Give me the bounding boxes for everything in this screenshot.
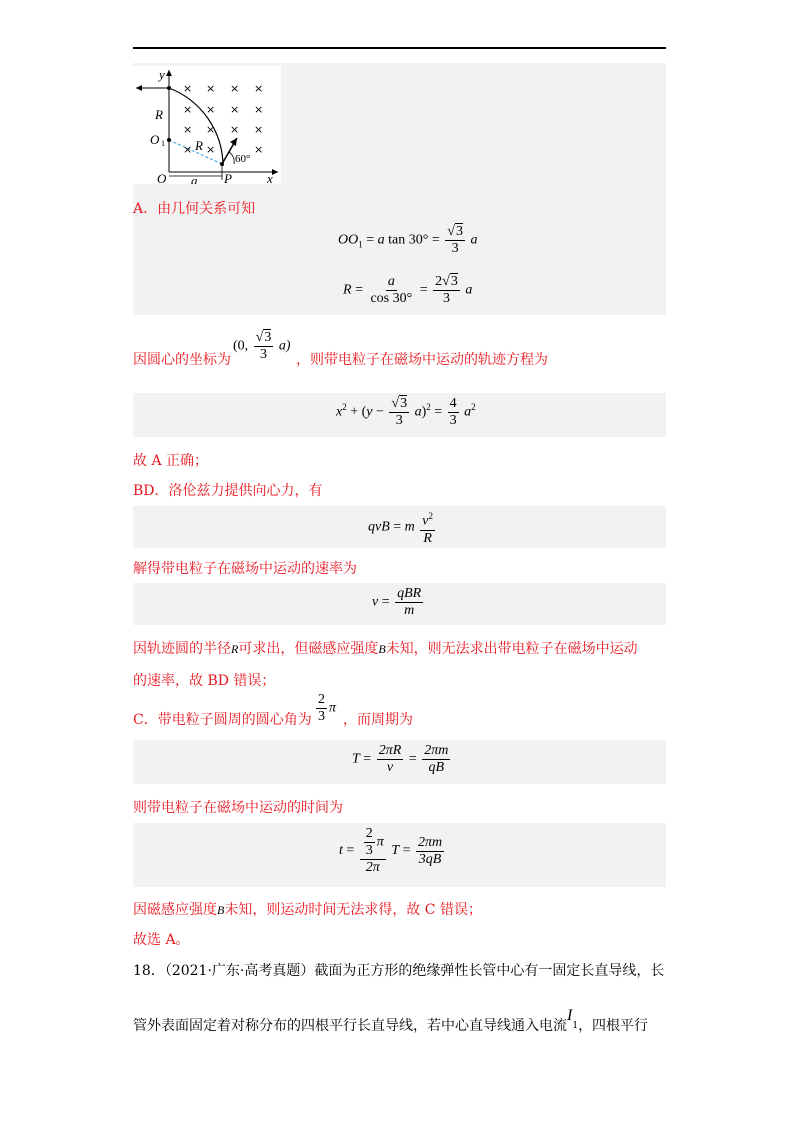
svg-text:×: × [206, 143, 216, 156]
magnetic-field-diagram [133, 66, 281, 184]
a-label: a [191, 173, 198, 184]
answer-choice: 故选 A。 [133, 932, 190, 948]
eq-speed: v = $\frac{\text{qBR}}{m}$ [372, 586, 422, 618]
option-c-wrong: 因磁感应强度B未知，则运动时间无法求得，故 C 错误； [133, 902, 482, 918]
svg-text:×: × [183, 143, 193, 156]
svg-text:×: × [254, 82, 264, 95]
radius-label-mid: R [195, 138, 203, 153]
svg-text:1: 1 [161, 139, 165, 148]
option-bd-intro: BD．洛伦兹力提供向心力，有 [133, 483, 323, 499]
eq-oo1: $OO_1 = a$ tan 30° = $\frac{√3}{3}$ a [338, 224, 478, 256]
question-18-line1: 18．（2021·广东·高考真题）截面为正方形的绝缘弹性长管中心有一固定长直导线，长 [133, 963, 665, 979]
option-c-intro-a: C．带电粒子圆周的圆心角为 [133, 712, 312, 728]
svg-text:×: × [183, 82, 193, 95]
option-bd-line1: 因轨迹圆的半径R可求出，但磁感应强度B未知，则无法求出带电粒子在磁场中运动 [133, 641, 638, 657]
svg-text:×: × [183, 103, 193, 116]
speed-intro: 解得带电粒子在磁场中运动的速率为 [133, 561, 357, 577]
center-coord-tail: ，则带电粒子在磁场中运动的轨迹方程为 [296, 352, 548, 368]
eq-period: T = $\frac{2\pi R}{v}$ = $\frac{2\pi m}{qB}$ [352, 743, 449, 775]
svg-text:×: × [230, 123, 240, 136]
y-axis-label: y [159, 67, 165, 82]
eq-radius: R = $\frac{a}{\cos 30^\circ}$ = $\frac{2√3}{3}$ a [343, 274, 473, 306]
svg-text:×: × [206, 103, 216, 116]
radius-label-top: R [155, 107, 163, 122]
option-a-intro: A．由几何关系可知 [133, 201, 256, 217]
option-bd-line2: 的速率，故 BD 错误； [133, 673, 276, 689]
angle-label: 60° [235, 153, 251, 165]
question-18-line2: 管外表面固定着对称分布的四根平行长直导线，若中心直导线通入电流$I_1$，四根平行 [133, 1007, 649, 1034]
c-angle-value: $\frac{2}{3}$ π [318, 692, 337, 724]
x-axis-label: x [267, 171, 273, 184]
svg-text:×: × [254, 143, 264, 156]
eq-time: t = $\frac{2}{3}$ π 2π T = $\frac{2\pi m}{3qB}$ [339, 826, 443, 875]
svg-text:×: × [206, 82, 216, 95]
svg-text:×: × [230, 82, 240, 95]
center-coord-value: (0, $\frac{√3}{3}$ a) [233, 330, 291, 362]
svg-text:×: × [230, 103, 240, 116]
center-coord-intro: 因圆心的坐标为 [133, 352, 231, 368]
option-c-intro-b: ，而周期为 [343, 712, 413, 728]
eq-circle: $x^2 + (y$ − $\frac{√3}{3}$ a)$^2$ = $\frac{4}{3}$ $a^2$ [336, 396, 476, 428]
svg-text:×: × [254, 103, 264, 116]
svg-text:×: × [254, 123, 264, 136]
p-label: P [224, 171, 232, 184]
svg-text:×: × [206, 123, 216, 136]
origin-label: O [157, 171, 167, 184]
eq-force: qvB = m $\frac{v^2}{R}$ [368, 508, 437, 547]
svg-text:×: × [183, 123, 193, 136]
option-a-correct: 故 A 正确； [133, 453, 209, 469]
time-intro: 则带电粒子在磁场中运动的时间为 [133, 800, 343, 816]
center-label: O [150, 132, 160, 147]
header-rule [133, 47, 666, 49]
